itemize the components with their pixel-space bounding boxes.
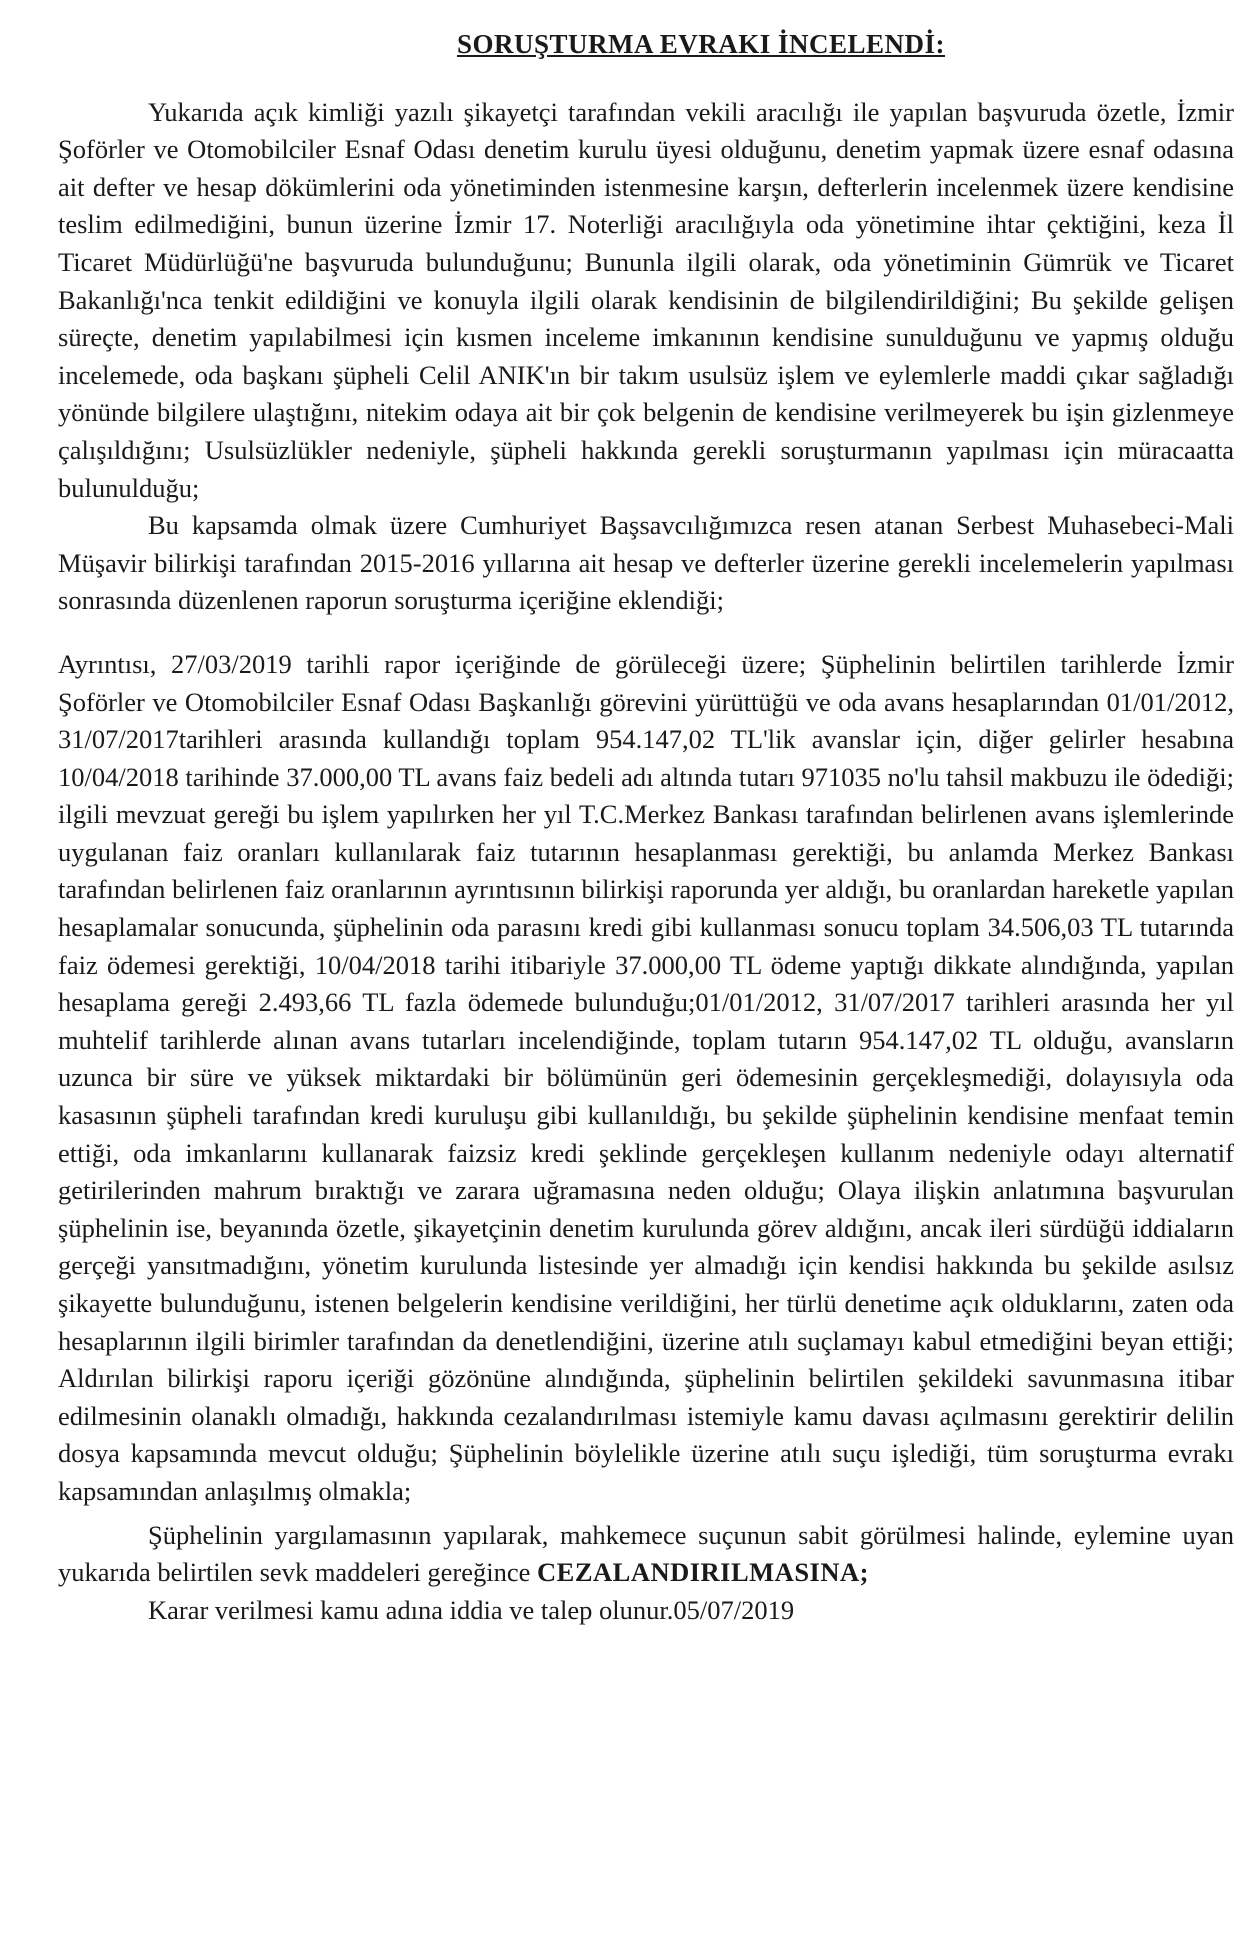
complaint-summary-paragraph: Yukarıda açık kimliği yazılı şikayetçi tarafından vekili aracılığı ile yapılan başvuruda özetle, İzmir Şoförler ve Otomobilciler Esnaf Odası denetim kurulu üyesi olduğunu, denetim yapmak üzere esnaf odasına ait defter ve hesap dökümlerini oda yönetiminden istenmesine karşın, defterlerin incelenmek üzere kendisine teslim edilmediğini, bunun üzerine İzmir 17. Noterliği aracılığıyla oda yönetimine ihtar çektiğini, keza İl Ticaret Müdürlüğü'ne başvuruda bulunduğunu; Bununla ilgili olarak, oda yönetiminin Gümrük ve Ticaret Bakanlığı'nca tenkit edildiğini ve konuyla ilgili olarak kendisinin de bilgilendirildiğini; Bu şekilde gelişen süreçte, denetim yapılabilmesi için kısmen inceleme imkanının kendisine sunulduğunu ve yapmış olduğu incelemede, oda başkanı şüpheli Celil ANIK'ın bir takım usulsüz işlem ve eylemlerle maddi çıkar sağladığı yönünde bilgilere ulaştığını, nitekim odaya ait bir çok belgenin de kendisine verilmeyerek bu işin gizlenmeye çalışıldığını; Usulsüzlükler nedeniyle, şüpheli hakkında gerekli soruşturmanın yapılması için müracaatta bulunulduğu;	[58, 96, 1234, 503]
sentence-request-paragraph	[58, 1517, 1234, 1592]
closing-line: Karar verilmesi kamu adına iddia ve talep olunur.05/07/2019	[148, 1594, 795, 1625]
document-heading: SORUŞTURMA EVRAKI İNCELENDİ:	[456, 29, 946, 59]
report-details-paragraph: Ayrıntısı, 27/03/2019 tarihli rapor içeriğinde de görüleceği üzere; Şüphelinin belirtilen tarihlerde İzmir Şoförler ve Otomobilciler Esnaf Odası Başkanlığı görevini yürüttüğü ve oda avans hesaplarından 01/01/2012, 31/07/2017tarihleri arasında kullandığı toplam 954.147,02 TL'lik avanslar için, diğer gelirler hesabına 10/04/2018 tarihinde 37.000,00 TL avans faiz bedeli adı altında tutarı 971035 no'lu tahsil makbuzu ile ödediği; ilgili mevzuat gereği bu işlem yapılırken her yıl T.C.Merkez Bankası tarafından belirlenen avans işlemlerinde uygulanan faiz oranları kullanılarak faiz tutarının hesaplanması gerektiği, bu anlamda Merkez Bankası tarafından belirlenen faiz oranlarının ayrıntısının bilirkişi raporunda yer aldığı, bu oranlardan hareketle yapılan hesaplamalar sonucunda, şüphelinin oda parasını kredi gibi kullanması sonucu toplam 34.506,03 TL tutarında faiz ödemesi gerektiği, 10/04/2018 tarihi itibariyle 37.000,00 TL ödeme yaptığı dikkate alındığında, yapılan hesaplama gereği 2.493,66 TL fazla ödemede bulunduğu;01/01/2012, 31/07/2017 tarihleri arasında her yıl muhtelif tarihlerde alınan avans tutarları incelendiğinde, toplam tutarın 954.147,02 TL olduğu, avansların uzunca bir süre ve yüksek miktardaki bir bölümünün geri ödemesinin gerçekleşmediği, dolayısıyla oda kasasının şüpheli tarafından kredi kuruluşu gibi kullanıldığı, bu şekilde şüphelinin kendisine menfaat temin ettiği, oda imkanlarını kullanarak faizsiz kredi şeklinde gerçekleşen kullanım nedeniyle odayı alternatif getirilerinden mahrum bıraktığı ve zarara uğramasına neden olduğu; Olaya ilişkin anlatımına başvurulan şüphelinin ise, beyanında özetle, şikayetçinin denetim kurulunda görev aldığını, ancak ileri sürdüğü iddiaların gerçeği yansıtmadığını, yönetim kurulunda listesinde yer almadığı için kendisi hakkında bu şekilde asılsız şikayette bulunduğunu, istenen belgelerin kendisine verildiğini, her türlü denetime açık olduklarını, zaten oda hesaplarının ilgili birimler tarafından da denetlendiğini, üzerine atılı suçlamayı kabul etmediğini beyan ettiği; Aldırılan bilirkişi raporu içeriği gözönüne alındığında, şüphelinin belirtilen şekildeki savunmasına itibar edilmesinin olanaklı olmadığı, hakkında cezalandırılması istemiyle kamu davası açılmasını gerektirir delilin dosya kapsamında mevcut olduğu; Şüphelinin böylelikle üzerine atılı suçu işlediği, tüm soruşturma evrakı kapsamından anlaşılmış olmakla;	[58, 648, 1234, 1506]
sentence-request-text: Şüphelinin yargılamasının yapılarak, mahkemece suçunun sabit görülmesi halinde, eylemine uyan yukarıda belirtilen sevk maddeleri gereğince	[58, 1519, 1234, 1588]
expert-report-paragraph: Bu kapsamda olmak üzere Cumhuriyet Başsavcılığımızca resen atanan Serbest Muhasebeci-Mali Müşavir bilirkişi tarafından 2015-2016 yıllarına ait hesap ve defterler üzerine gerekli incelemelerin yapılması sonrasında düzenlenen raporun soruşturma içeriğine eklendiği;	[58, 510, 1234, 616]
sentence-request-keyword: CEZALANDIRILMASINA;	[537, 1557, 869, 1588]
